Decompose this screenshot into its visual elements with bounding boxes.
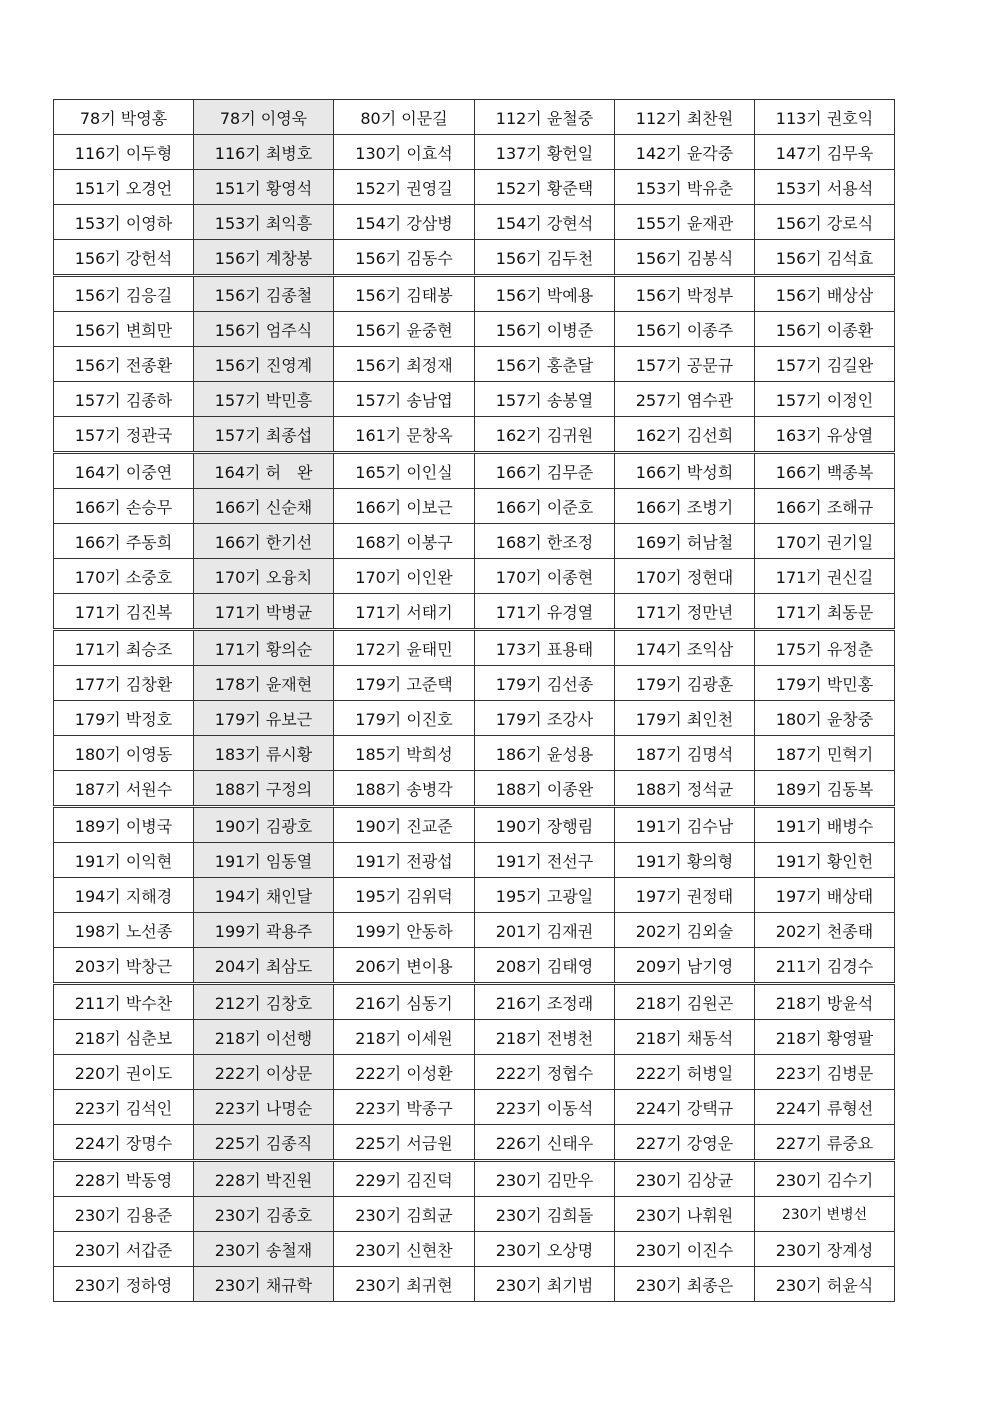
- member-cell: 178기 윤재현: [194, 666, 334, 701]
- member-cell: 157기 김종하: [54, 382, 194, 417]
- member-cell: 156기 엄주식: [194, 312, 334, 347]
- member-cell: 223기 이동석: [475, 1090, 615, 1125]
- member-cell: 227기 류중요: [755, 1125, 895, 1161]
- member-cell: 153기 최익흥: [194, 205, 334, 240]
- member-cell: 157기 정관국: [54, 417, 194, 453]
- member-cell: 185기 박희성: [334, 736, 475, 771]
- member-cell: 152기 황준택: [475, 170, 615, 205]
- member-cell: 225기 서금원: [334, 1125, 475, 1161]
- member-cell: 218기 심춘보: [54, 1020, 194, 1055]
- member-cell: 194기 채인달: [194, 878, 334, 913]
- member-cell: 230기 최기범: [475, 1267, 615, 1302]
- member-cell: 156기 김봉식: [615, 240, 755, 276]
- member-cell: 211기 김경수: [755, 948, 895, 984]
- member-cell: 223기 박종구: [334, 1090, 475, 1125]
- member-cell: 142기 윤각중: [615, 135, 755, 170]
- table-row: [54, 1125, 895, 1161]
- member-cell: 156기 이종환: [755, 312, 895, 347]
- table-row: [54, 240, 895, 276]
- table-row: [54, 100, 895, 135]
- member-cell: 156기 김동수: [334, 240, 475, 276]
- member-cell: 230기 김만우: [475, 1161, 615, 1197]
- member-cell: 225기 김종직: [194, 1125, 334, 1161]
- table-row: [54, 843, 895, 878]
- member-cell: 188기 송병각: [334, 771, 475, 807]
- member-cell: 166기 김무준: [475, 453, 615, 489]
- member-cell: 230기 서갑준: [54, 1232, 194, 1267]
- member-cell: 151기 오경언: [54, 170, 194, 205]
- member-cell: 191기 이익현: [54, 843, 194, 878]
- member-cell: 156기 박정부: [615, 276, 755, 312]
- table-row: [54, 417, 895, 453]
- member-cell: 189기 이병국: [54, 807, 194, 843]
- member-cell: 216기 심동기: [334, 984, 475, 1020]
- member-cell: 230기 송철재: [194, 1232, 334, 1267]
- member-cell: 152기 권영길: [334, 170, 475, 205]
- member-cell: 179기 김선종: [475, 666, 615, 701]
- member-cell: 156기 이종주: [615, 312, 755, 347]
- member-cell: 204기 최삼도: [194, 948, 334, 984]
- member-cell: 197기 배상태: [755, 878, 895, 913]
- table-row: [54, 984, 895, 1020]
- member-cell: 170기 이종현: [475, 559, 615, 594]
- member-cell: 190기 김광호: [194, 807, 334, 843]
- member-cell: 191기 전선구: [475, 843, 615, 878]
- member-cell: 157기 이정인: [755, 382, 895, 417]
- table-row: [54, 453, 895, 489]
- member-cell: 166기 조해규: [755, 489, 895, 524]
- member-cell: 208기 김태영: [475, 948, 615, 984]
- member-cell: 227기 강영운: [615, 1125, 755, 1161]
- member-cell: 154기 강현석: [475, 205, 615, 240]
- roster-body: [54, 100, 895, 1302]
- member-cell: 156기 변희만: [54, 312, 194, 347]
- member-cell: 190기 진교준: [334, 807, 475, 843]
- member-cell: 212기 김창호: [194, 984, 334, 1020]
- member-cell: 179기 조강사: [475, 701, 615, 736]
- table-row: [54, 1161, 895, 1197]
- member-cell: 179기 고준택: [334, 666, 475, 701]
- member-cell: 218기 이세원: [334, 1020, 475, 1055]
- member-cell: 155기 윤재관: [615, 205, 755, 240]
- member-cell: 220기 권이도: [54, 1055, 194, 1090]
- member-cell: 191기 배병수: [755, 807, 895, 843]
- member-cell: 165기 이인실: [334, 453, 475, 489]
- table-row: [54, 1020, 895, 1055]
- member-cell: 230기 김수기: [755, 1161, 895, 1197]
- table-row: [54, 807, 895, 843]
- member-cell: 230기 나휘원: [615, 1197, 755, 1232]
- table-row: [54, 1232, 895, 1267]
- member-cell: 230기 허윤식: [755, 1267, 895, 1302]
- member-cell: 257기 염수관: [615, 382, 755, 417]
- member-cell: 112기 윤철중: [475, 100, 615, 135]
- member-cell: 191기 임동열: [194, 843, 334, 878]
- member-cell: 163기 유상열: [755, 417, 895, 453]
- member-cell: 171기 유경열: [475, 594, 615, 630]
- member-cell: 201기 김재권: [475, 913, 615, 948]
- member-cell: 226기 신태우: [475, 1125, 615, 1161]
- member-cell: 195기 고광일: [475, 878, 615, 913]
- member-cell: 230기 장계성: [755, 1232, 895, 1267]
- table-row: [54, 1267, 895, 1302]
- member-cell: 171기 권신길: [755, 559, 895, 594]
- member-cell: 218기 김원곤: [615, 984, 755, 1020]
- member-cell: 156기 홍춘달: [475, 347, 615, 382]
- table-row: [54, 594, 895, 630]
- member-cell: 168기 한조정: [475, 524, 615, 559]
- member-cell: 173기 표용태: [475, 630, 615, 666]
- member-cell: 203기 박창근: [54, 948, 194, 984]
- member-cell: 222기 정협수: [475, 1055, 615, 1090]
- member-cell: 230기 이진수: [615, 1232, 755, 1267]
- table-row: [54, 736, 895, 771]
- member-cell: 194기 지해경: [54, 878, 194, 913]
- member-cell: 218기 전병천: [475, 1020, 615, 1055]
- table-row: [54, 666, 895, 701]
- member-cell: 224기 장명수: [54, 1125, 194, 1161]
- member-cell: 168기 이봉구: [334, 524, 475, 559]
- member-cell: 230기 김상균: [615, 1161, 755, 1197]
- member-cell: 156기 강헌석: [54, 240, 194, 276]
- member-cell: 157기 송봉열: [475, 382, 615, 417]
- table-row: [54, 1090, 895, 1125]
- member-cell: 170기 오융치: [194, 559, 334, 594]
- table-row: [54, 1197, 895, 1232]
- member-cell: 197기 권정태: [615, 878, 755, 913]
- member-cell: 230기 신현찬: [334, 1232, 475, 1267]
- member-cell: 166기 이준호: [475, 489, 615, 524]
- member-cell: 188기 정석균: [615, 771, 755, 807]
- member-cell: 175기 유정춘: [755, 630, 895, 666]
- member-cell: 171기 황의순: [194, 630, 334, 666]
- member-cell: 157기 김길완: [755, 347, 895, 382]
- member-cell: 164기 이중연: [54, 453, 194, 489]
- member-cell: 229기 김진덕: [334, 1161, 475, 1197]
- member-cell: 222기 이상문: [194, 1055, 334, 1090]
- member-cell: 171기 최동문: [755, 594, 895, 630]
- member-cell: 156기 김응길: [54, 276, 194, 312]
- member-cell: 224기 강택규: [615, 1090, 755, 1125]
- member-cell: 189기 김동복: [755, 771, 895, 807]
- member-cell: 206기 변이용: [334, 948, 475, 984]
- table-row: [54, 170, 895, 205]
- member-cell: 183기 류시황: [194, 736, 334, 771]
- member-cell: 130기 이효석: [334, 135, 475, 170]
- member-cell: 180기 이영동: [54, 736, 194, 771]
- table-row: [54, 701, 895, 736]
- member-cell: 151기 황영석: [194, 170, 334, 205]
- member-cell: 116기 최병호: [194, 135, 334, 170]
- member-cell: 188기 이종완: [475, 771, 615, 807]
- member-cell: 187기 서원수: [54, 771, 194, 807]
- member-cell: 230기 최종은: [615, 1267, 755, 1302]
- member-roster-table: [53, 99, 895, 1302]
- member-cell: 171기 박병균: [194, 594, 334, 630]
- member-cell: 170기 권기일: [755, 524, 895, 559]
- table-row: [54, 630, 895, 666]
- member-cell: 223기 나명순: [194, 1090, 334, 1125]
- table-row: [54, 771, 895, 807]
- table-row: [54, 489, 895, 524]
- member-cell: 179기 이진호: [334, 701, 475, 736]
- member-cell: 171기 김진복: [54, 594, 194, 630]
- member-cell: 166기 한기선: [194, 524, 334, 559]
- member-cell: 179기 박민홍: [755, 666, 895, 701]
- member-cell: 191기 황인헌: [755, 843, 895, 878]
- member-cell: 169기 허남철: [615, 524, 755, 559]
- member-cell: 223기 김병문: [755, 1055, 895, 1090]
- member-cell: 156기 김종철: [194, 276, 334, 312]
- member-cell: 116기 이두형: [54, 135, 194, 170]
- member-cell: 164기 허 완: [194, 453, 334, 489]
- member-cell: 156기 강로식: [755, 205, 895, 240]
- member-cell: 156기 이병준: [475, 312, 615, 347]
- member-cell: 166기 박성희: [615, 453, 755, 489]
- table-row: [54, 913, 895, 948]
- member-cell: 153기 박유춘: [615, 170, 755, 205]
- member-cell: 230기 김희균: [334, 1197, 475, 1232]
- member-cell: 230기 채규학: [194, 1267, 334, 1302]
- table-row: [54, 524, 895, 559]
- member-cell: 202기 천종태: [755, 913, 895, 948]
- member-cell: 80기 이문길: [334, 100, 475, 135]
- member-cell: 161기 문창옥: [334, 417, 475, 453]
- member-cell: 230기 정하영: [54, 1267, 194, 1302]
- member-cell: 179기 박정호: [54, 701, 194, 736]
- member-cell: 170기 소중호: [54, 559, 194, 594]
- member-cell: 156기 김석효: [755, 240, 895, 276]
- member-cell: 180기 윤창중: [755, 701, 895, 736]
- table-row: [54, 135, 895, 170]
- table-row: [54, 382, 895, 417]
- member-cell: 156기 윤중현: [334, 312, 475, 347]
- member-cell: 198기 노선종: [54, 913, 194, 948]
- member-cell: 162기 김선희: [615, 417, 755, 453]
- member-cell: 172기 윤태민: [334, 630, 475, 666]
- member-cell: 153기 서용석: [755, 170, 895, 205]
- member-cell: 224기 류형선: [755, 1090, 895, 1125]
- member-cell: 78기 박영홍: [54, 100, 194, 135]
- member-cell: 157기 박민흥: [194, 382, 334, 417]
- member-cell: 188기 구정의: [194, 771, 334, 807]
- member-cell: 166기 주동희: [54, 524, 194, 559]
- member-cell: 156기 계창봉: [194, 240, 334, 276]
- member-cell: 218기 황영팔: [755, 1020, 895, 1055]
- member-cell: 218기 방윤석: [755, 984, 895, 1020]
- member-cell: 170기 이인완: [334, 559, 475, 594]
- table-row: [54, 276, 895, 312]
- member-cell: 177기 김창환: [54, 666, 194, 701]
- member-cell: 162기 김귀원: [475, 417, 615, 453]
- member-cell: 156기 진영계: [194, 347, 334, 382]
- member-cell: 222기 허병일: [615, 1055, 755, 1090]
- member-cell: 199기 곽용주: [194, 913, 334, 948]
- member-cell: 186기 윤성용: [475, 736, 615, 771]
- member-cell: 218기 채동석: [615, 1020, 755, 1055]
- member-cell: 153기 이영하: [54, 205, 194, 240]
- member-cell: 171기 최승조: [54, 630, 194, 666]
- table-row: [54, 1055, 895, 1090]
- member-cell: 195기 김위덕: [334, 878, 475, 913]
- member-cell: 157기 최종섭: [194, 417, 334, 453]
- member-cell: 156기 최정재: [334, 347, 475, 382]
- member-cell: 174기 조익삼: [615, 630, 755, 666]
- member-cell: 216기 조정래: [475, 984, 615, 1020]
- member-cell: 218기 이선행: [194, 1020, 334, 1055]
- member-cell: 147기 김무욱: [755, 135, 895, 170]
- member-cell: 156기 전종환: [54, 347, 194, 382]
- member-cell: 199기 안동하: [334, 913, 475, 948]
- member-cell: 166기 이보근: [334, 489, 475, 524]
- member-cell: 170기 정현대: [615, 559, 755, 594]
- member-cell: 179기 유보근: [194, 701, 334, 736]
- member-cell: 113기 권호익: [755, 100, 895, 135]
- member-cell: 187기 민혁기: [755, 736, 895, 771]
- member-cell: 78기 이영욱: [194, 100, 334, 135]
- member-cell: 166기 백종복: [755, 453, 895, 489]
- member-cell: 171기 정만년: [615, 594, 755, 630]
- member-cell: 179기 김광훈: [615, 666, 755, 701]
- member-cell: 166기 신순채: [194, 489, 334, 524]
- member-cell: 112기 최찬원: [615, 100, 755, 135]
- member-cell: 156기 김태봉: [334, 276, 475, 312]
- table-row: [54, 948, 895, 984]
- member-cell: 209기 남기영: [615, 948, 755, 984]
- member-cell: 230기 김희돌: [475, 1197, 615, 1232]
- table-row: [54, 347, 895, 382]
- member-cell: 191기 황의형: [615, 843, 755, 878]
- member-cell: 222기 이성환: [334, 1055, 475, 1090]
- member-cell: 166기 손승무: [54, 489, 194, 524]
- member-cell: 230기 김종호: [194, 1197, 334, 1232]
- table-row: [54, 559, 895, 594]
- member-cell: 191기 김수남: [615, 807, 755, 843]
- member-cell: 223기 김석인: [54, 1090, 194, 1125]
- member-cell: 230기 김용준: [54, 1197, 194, 1232]
- member-cell: 157기 송남엽: [334, 382, 475, 417]
- member-cell: 154기 강삼병: [334, 205, 475, 240]
- member-cell: 187기 김명석: [615, 736, 755, 771]
- member-cell: 156기 박예용: [475, 276, 615, 312]
- member-cell: 191기 전광섭: [334, 843, 475, 878]
- member-cell: 137기 황헌일: [475, 135, 615, 170]
- member-cell: 179기 최인천: [615, 701, 755, 736]
- member-cell: 156기 김두천: [475, 240, 615, 276]
- member-cell: 228기 박동영: [54, 1161, 194, 1197]
- table-row: [54, 878, 895, 913]
- member-cell: 171기 서태기: [334, 594, 475, 630]
- member-cell: 228기 박진원: [194, 1161, 334, 1197]
- table-row: [54, 312, 895, 347]
- member-cell: 230기 오상명: [475, 1232, 615, 1267]
- member-cell: 166기 조병기: [615, 489, 755, 524]
- member-cell: 230기 변병선: [755, 1197, 895, 1232]
- member-cell: 157기 공문규: [615, 347, 755, 382]
- member-cell: 211기 박수찬: [54, 984, 194, 1020]
- member-cell: 202기 김외술: [615, 913, 755, 948]
- table-row: [54, 205, 895, 240]
- member-cell: 156기 배상삼: [755, 276, 895, 312]
- member-cell: 230기 최귀현: [334, 1267, 475, 1302]
- member-cell: 190기 장행림: [475, 807, 615, 843]
